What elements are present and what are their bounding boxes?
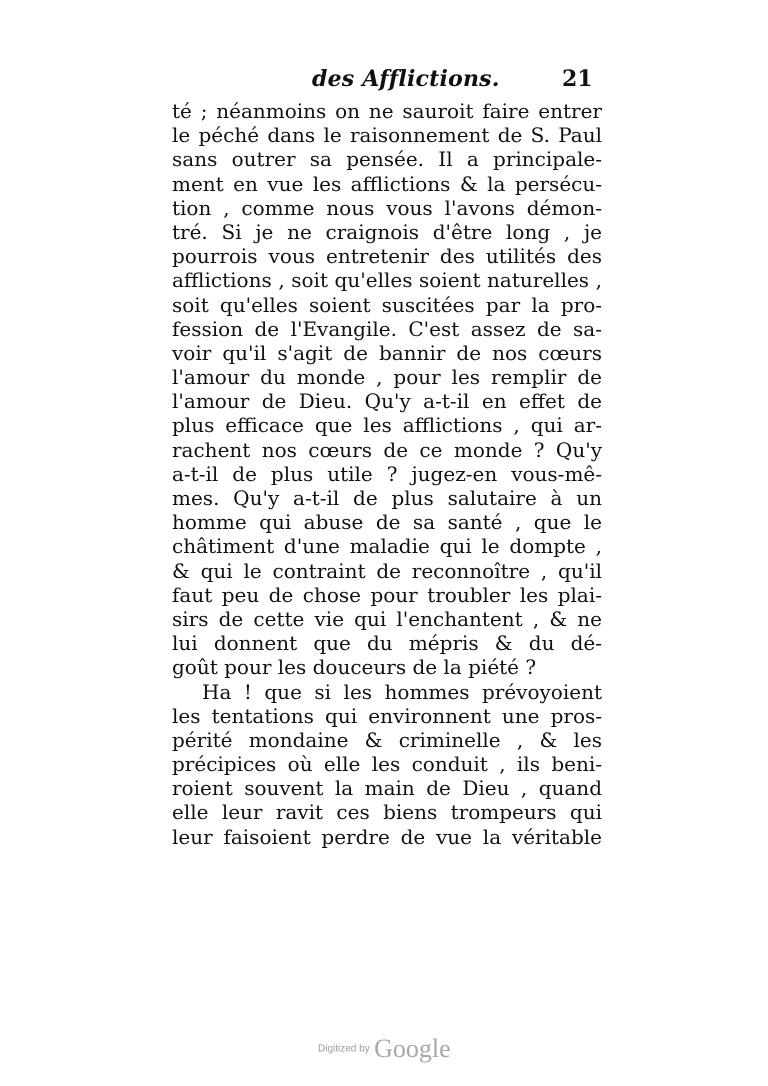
digitized-by-watermark <box>318 1034 451 1064</box>
paragraph-start-line: Ha ! que si les hommes prévoyoient <box>202 679 602 704</box>
text-line: té ; néanmoins on ne sauroit faire entrer <box>172 99 602 123</box>
text-line: plus efficace que les afflictions , qui ar- <box>172 413 602 438</box>
body-text <box>172 99 602 849</box>
text-line: sans outrer sa pensée. Il a principale- <box>172 147 602 172</box>
text-line: sirs de cette vie qui l'enchantent , & ne <box>172 606 602 631</box>
text-line: précipices où elle les conduit , ils beni- <box>172 752 602 777</box>
page-number: 21 <box>562 66 593 92</box>
text-line: l'amour du monde , pour les remplir de <box>172 365 602 390</box>
text-line: pourrois vous entretenir des utilités des <box>172 244 602 269</box>
text-line: le péché dans le raisonnement de S. Paul <box>172 123 602 148</box>
text-line: & qui le contraint de reconnoître , qu'il <box>172 558 602 583</box>
text-line: faut peu de chose pour troubler les plai- <box>172 582 602 607</box>
text-line: a-t-il de plus utile ? jugez-en vous-mê- <box>172 461 602 486</box>
text-line: fession de l'Evangile. C'est assez de sa- <box>172 316 602 341</box>
text-line: ment en vue les afflictions & la persécu- <box>172 171 602 196</box>
text-line: afflictions , soit qu'elles soient naturelles , <box>172 268 602 293</box>
text-line: lui donnent que du mépris & du dé- <box>172 631 602 656</box>
paragraph-end-line: goût pour les douceurs de la piété ? <box>172 655 537 680</box>
text-line: voir qu'il s'agit de bannir de nos cœurs <box>172 340 602 365</box>
text-line: périté mondaine & criminelle , & les <box>172 727 602 752</box>
text-line: rachent nos cœurs de ce monde ? Qu'y <box>172 437 602 462</box>
text-line: soit qu'elles soient suscitées par la pro- <box>172 292 602 317</box>
text-line: tré. Si je ne craignois d'être long , je <box>172 219 602 244</box>
text-line: châtiment d'une maladie qui le dompte , <box>172 534 602 559</box>
text-line: leur faisoient perdre de vue la véritable <box>172 824 602 849</box>
text-line: elle leur ravit ces biens trompeurs qui <box>172 800 602 825</box>
text-line: roient souvent la main de Dieu , quand <box>172 776 602 801</box>
text-line: homme qui abuse de sa santé , que le <box>172 510 602 535</box>
digitized-by-label: Digitized by <box>318 1043 370 1055</box>
google-logo: Google <box>374 1034 451 1063</box>
text-line: l'amour de Dieu. Qu'y a-t-il en effet de <box>172 389 602 414</box>
text-line: les tentations qui environnent une pros- <box>172 703 602 728</box>
text-line: tion , comme nous vous l'avons démon- <box>172 195 602 220</box>
running-head: des Afflictions. <box>312 66 500 92</box>
text-line: mes. Qu'y a-t-il de plus salutaire à un <box>172 486 602 510</box>
